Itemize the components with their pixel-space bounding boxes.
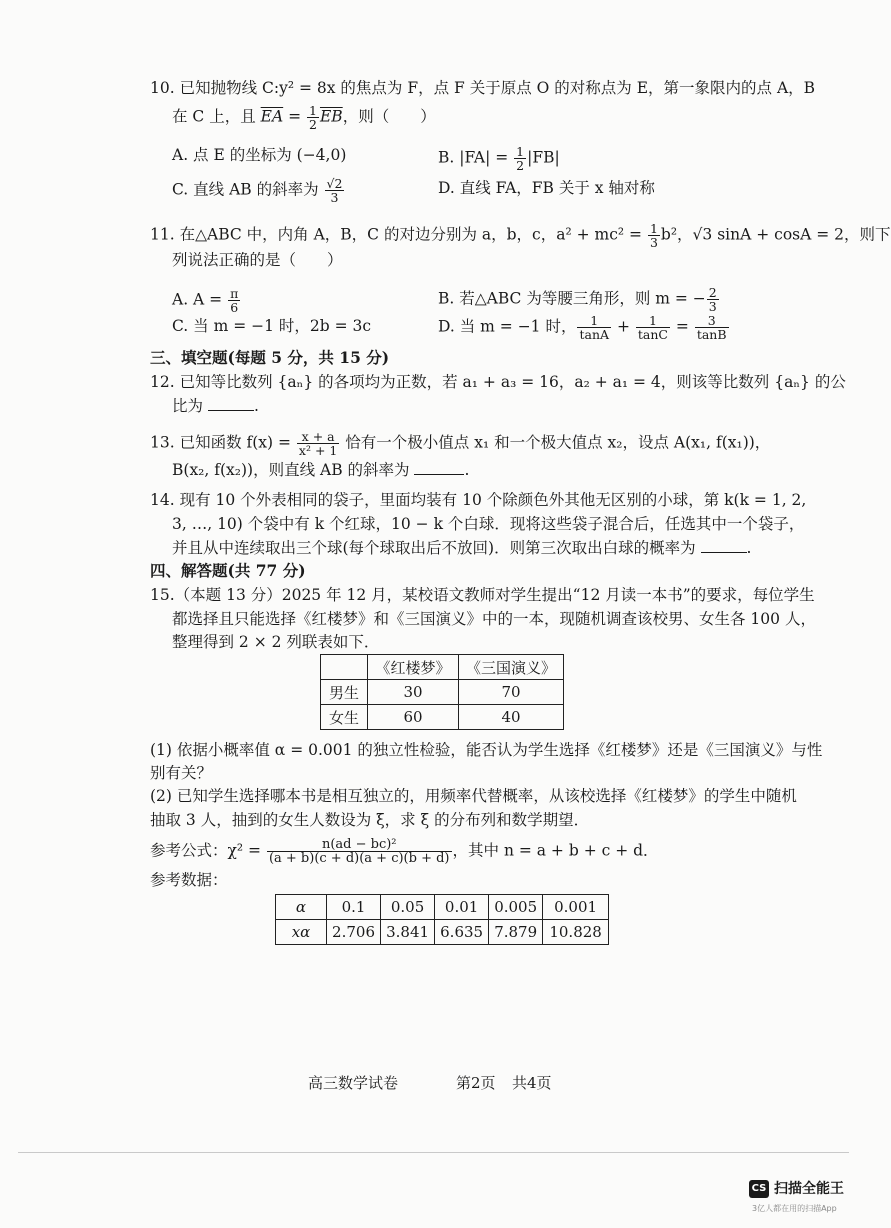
q12-line1: 12. 已知等比数列 {aₙ} 的各项均为正数，若 a₁ + a₃ = 16，a₂ + a₁ = 4，则该等比数列 {aₙ} 的公 [150, 373, 846, 391]
contingency-table [320, 654, 564, 730]
table-cell [321, 655, 368, 680]
table-cell: 男生 [321, 680, 368, 705]
footer-title: 高三数学试卷 [308, 1074, 399, 1092]
q10-option-d: D. 直线 FA，FB 关于 x 轴对称 [438, 179, 655, 197]
answer-blank [414, 460, 464, 475]
table-cell: 7.879 [489, 920, 543, 945]
table-cell: 2.706 [327, 920, 381, 945]
table-cell: 70 [459, 680, 564, 705]
q11-option-d: D. 当 m = −1 时， $\frac{1}{\tan A}$ + $\frac{1}{\tan C}$ = $\frac{3}{\tan B}$ [438, 313, 727, 342]
table-cell: 10.828 [543, 920, 609, 945]
q15-part2-line1: (2) 已知学生选择哪本书是相互独立的，用频率代替概率，从该校选择《红楼梦》的学生中随机 [150, 787, 797, 805]
q11-option-b: B. 若△ABC 为等腰三角形，则 m = − $\frac{2}{3}$ [438, 285, 717, 314]
table-cell: 60 [368, 705, 459, 730]
q12-line2: 比为 . [172, 397, 259, 415]
answer-blank [701, 538, 747, 553]
q11-option-a: A. A = $\frac{\pi}{6}$ [172, 286, 239, 315]
footer-total-pages: 共4页 [512, 1074, 552, 1092]
q10-option-c: C. 直线 AB 的斜率为 $\frac{√2}{3}$ [172, 176, 343, 205]
q15-part2-line2: 抽取 3 人，抽到的女生人数设为 ξ，求 ξ 的分布列和数学期望． [150, 811, 590, 829]
camscanner-tagline: 3亿人都在用的扫描App [752, 1204, 837, 1213]
table-cell: xα [276, 920, 327, 945]
answer-blank [208, 396, 254, 411]
reference-data-label: 参考数据： [150, 871, 228, 889]
table-header: 《三国演义》 [459, 655, 564, 680]
table-row [276, 920, 609, 945]
q15-line1: 15.（本题 13 分）2025 年 12 月，某校语文教师对学生提出“12 月读一本书”的要求，每位学生 [150, 586, 815, 604]
q11-line1: 11. 在△ABC 中，内角 A，B，C 的对边分别为 a，b，c，a² + mc² = $\frac{1}{3}$ b²，√3 sinA + cosA = 2，则下 [150, 221, 891, 250]
fraction-half: $\frac{1}{2}$ [309, 103, 317, 132]
table-cell: 0.05 [381, 895, 435, 920]
q11-option-c: C. 当 m = −1 时，2b = 3c [172, 317, 372, 335]
q11-line2: 列说法正确的是（ ） [172, 251, 343, 269]
table-cell: 3.841 [381, 920, 435, 945]
camscanner-name: 扫描全能王 [774, 1181, 844, 1197]
section-3-heading: 三、填空题(每题 5 分，共 15 分) [150, 348, 390, 367]
table-cell: 0.1 [327, 895, 381, 920]
q14-line1: 14. 现有 10 个外表相同的袋子，里面均装有 10 个除颜色外其他无区别的小球，第 k(k = 1, 2, [150, 491, 807, 509]
reference-data-table [275, 894, 609, 945]
table-row [276, 895, 609, 920]
table-cell: α [276, 895, 327, 920]
table-cell: 0.001 [543, 895, 609, 920]
q10-line1: 10. 已知抛物线 C:y² = 8x 的焦点为 F，点 F 关于原点 O 的对称点为 E，第一象限内的点 A，B [150, 79, 816, 97]
q13-line1: 13. 已知函数 f(x) = $\frac{x + a}{\text{x² + 1}}$ 恰有一个极小值点 x₁ 和一个极大值点 x₂，设点 A(x₁, f(x₁))， [150, 429, 771, 458]
q14-line3: 并且从中连续取出三个球(每个球取出后不放回)．则第三次取出白球的概率为 . [172, 539, 752, 557]
q13-line2: B(x₂, f(x₂))，则直线 AB 的斜率为 . [172, 461, 470, 479]
q10-option-a: A. 点 E 的坐标为 (−4,0) [172, 146, 347, 164]
camscanner-logo-icon: CS [749, 1180, 769, 1198]
section-4-heading: 四、解答题(共 77 分) [150, 561, 306, 580]
q14-line2: 3, …, 10) 个袋中有 k 个红球，10 − k 个白球．现将这些袋子混合后，任选其中一个袋子， [172, 515, 805, 533]
footer-page-number: 第2页 [456, 1074, 496, 1092]
table-header: 《红楼梦》 [368, 655, 459, 680]
table-row [321, 680, 564, 705]
table-cell: 0.005 [489, 895, 543, 920]
scan-divider [18, 1152, 849, 1153]
table-cell: 6.635 [435, 920, 489, 945]
q10-line2: 在 C 上，且 $\overline{EA}$ = $\frac{1}{2}$ $\overline{EB}$，则（ ） [172, 103, 436, 132]
vector-eb: $\overline{EB}$ [319, 107, 343, 126]
q10-option-b: B. |FA| = $\frac{1}{2}$ |FB| [438, 144, 560, 173]
table-row [321, 655, 564, 680]
table-cell: 女生 [321, 705, 368, 730]
q15-part1-line2: 别有关？ [150, 764, 213, 782]
q15-line2: 都选择且只能选择《红楼梦》和《三国演义》中的一本，现随机调查该校男、女生各 100 人， [172, 610, 816, 628]
q15-part1-line1: (1) 依据小概率值 α = 0.001 的独立性检验，能否认为学生选择《红楼梦》还是《三国演义》与性 [150, 741, 823, 759]
table-cell: 40 [459, 705, 564, 730]
q15-line3: 整理得到 2 × 2 列联表如下． [172, 633, 380, 651]
reference-formula: 参考公式：χ² = $\frac{\text{n(ad − bc)²}}{(a + b)(c + d)(a + c)(b + d)}$ ，其中 n = a + b + c + d． [150, 837, 659, 866]
table-cell: 0.01 [435, 895, 489, 920]
vector-ea: $\overline{EA}$ [260, 107, 284, 126]
table-row [321, 705, 564, 730]
table-cell: 30 [368, 680, 459, 705]
